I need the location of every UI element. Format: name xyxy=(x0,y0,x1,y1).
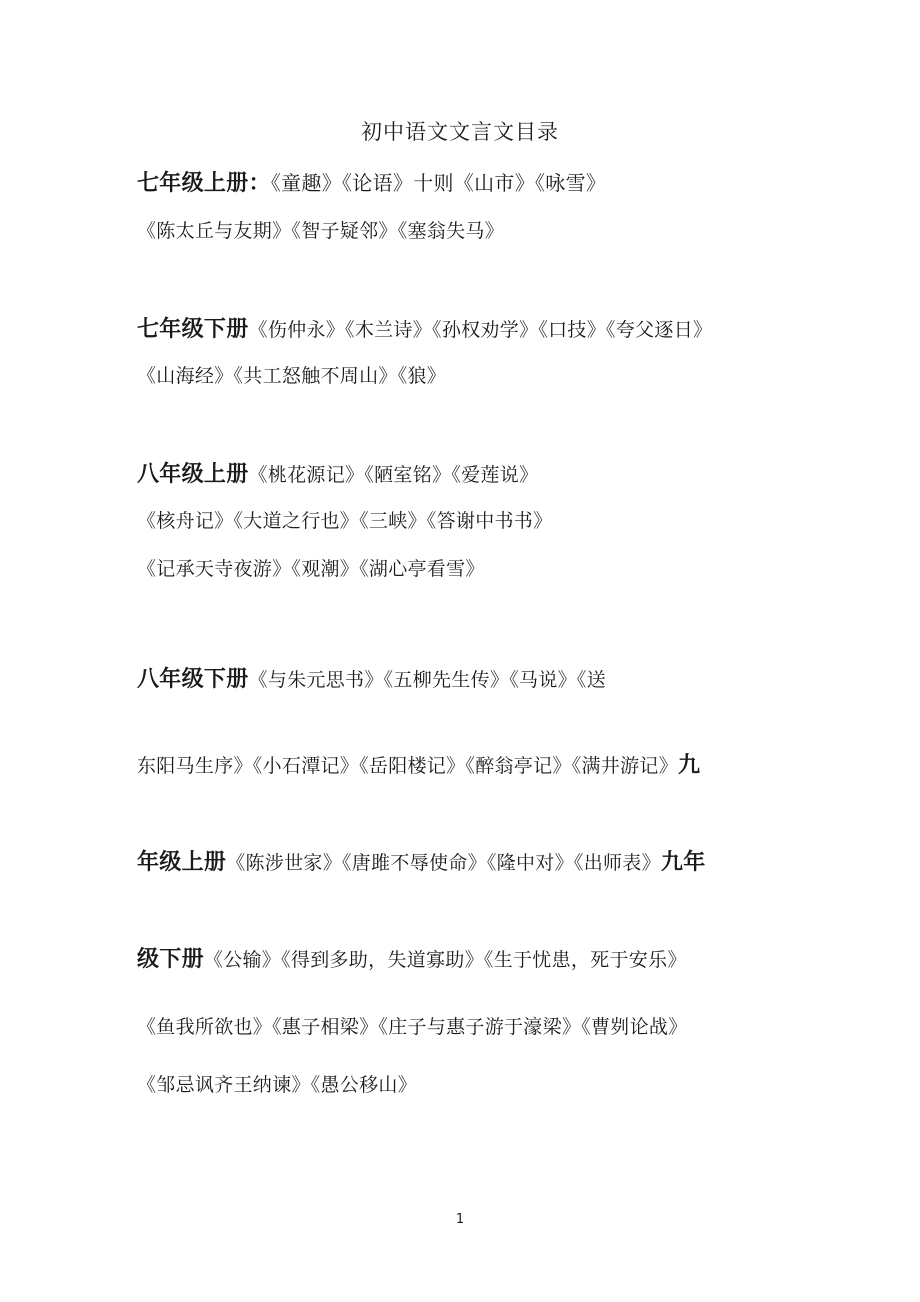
line-text: 《公输》《得到多助，失道寡助》《生于忧患，死于安乐》 xyxy=(203,949,687,971)
text-line xyxy=(137,1012,688,1039)
line-text: 《桃花源记》《陋室铭》《爱莲说》 xyxy=(248,464,539,486)
line-text: 《记承天寺夜游》《观潮》《湖心亭看雪》 xyxy=(137,558,485,580)
text-line xyxy=(137,312,712,343)
line-text: 东阳马生序》《小石潭记》《岳阳楼记》《醉翁亭记》《满井游记》 xyxy=(137,755,679,777)
line-text: 《邹忌讽齐王纳谏》《愚公移山》 xyxy=(137,1074,418,1096)
text-line xyxy=(137,662,606,693)
line-text: 《陈涉世家》《唐雎不辱使命》《隆中对》《出师表》 xyxy=(226,852,661,874)
line-text: 《山海经》《共工怒触不周山》《狼》 xyxy=(137,365,447,387)
line-text: 《与朱元思书》《五柳先生传》《马说》《送 xyxy=(248,669,607,691)
grade-heading: 七年级上册： xyxy=(137,171,271,196)
text-line xyxy=(137,845,706,876)
grade-heading: 八年级上册 xyxy=(137,462,249,487)
line-text: 《童趣》《论语》十则《山市》《咏雪》 xyxy=(270,171,607,195)
grade-heading-tail: 九 xyxy=(678,753,701,778)
text-line xyxy=(137,361,446,388)
grade-heading-tail: 九年 xyxy=(660,850,706,875)
text-line xyxy=(137,216,504,243)
text-line xyxy=(137,748,700,779)
text-line xyxy=(137,506,552,533)
grade-heading: 级下册 xyxy=(137,947,204,972)
grade-heading: 七年级下册 xyxy=(137,317,249,342)
grade-heading: 八年级下册 xyxy=(137,667,249,692)
document-title: 初中语文文言文目录 xyxy=(361,120,559,144)
line-text: 《鱼我所欲也》《惠子相梁》《庄子与惠子游于濠梁》《曹刿论战》 xyxy=(137,1016,688,1038)
text-line xyxy=(137,554,485,581)
text-line xyxy=(137,942,687,973)
line-text: 《伤仲永》《木兰诗》《孙权劝学》《口技》《夸父逐日》 xyxy=(248,319,713,341)
line-text: 《陈太丘与友期》《智子疑邻》《塞翁失马》 xyxy=(137,220,505,242)
grade-heading: 年级上册 xyxy=(137,850,227,875)
line-text: 《核舟记》《大道之行也》《三峡》《答谢中书书》 xyxy=(137,510,553,532)
text-line xyxy=(137,457,538,488)
text-line xyxy=(137,1070,417,1097)
text-line xyxy=(137,166,606,197)
page-number: 1 xyxy=(455,1212,465,1227)
